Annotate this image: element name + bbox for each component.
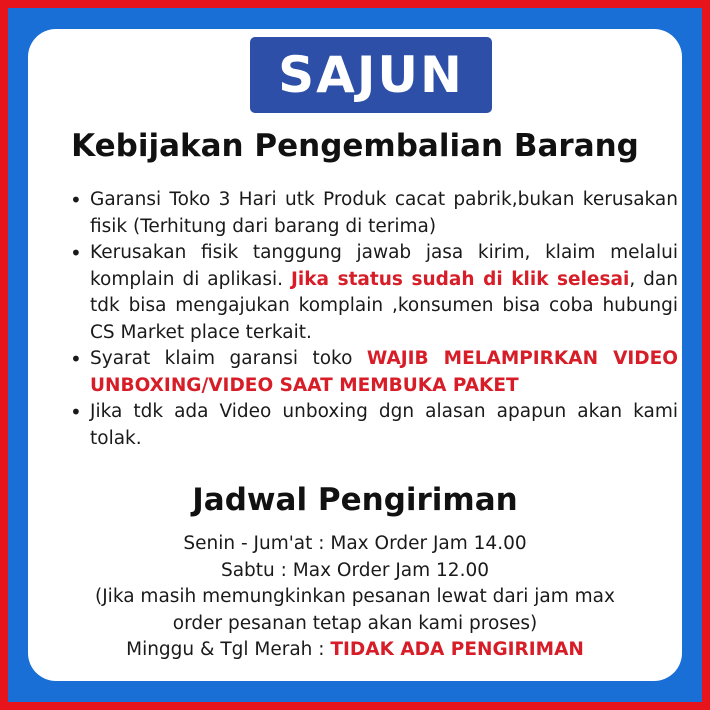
shipping-schedule-title: Jadwal Pengiriman xyxy=(192,482,518,518)
schedule-note-line-1: (Jika masih memungkinkan pesanan lewat dari jam max xyxy=(95,586,615,607)
brand-logo-text: SAJUN xyxy=(278,46,464,104)
policy-item-no-video xyxy=(90,399,678,452)
policy-item-physical-damage xyxy=(90,240,678,346)
policy-item-text: , dan tdk bisa mengajukan komplain ,konsumen bisa coba hubungi CS Market place terkait. xyxy=(90,268,678,343)
policy-item-claim-requirement xyxy=(90,346,678,399)
schedule-note-line-2: order pesanan tetap akan kami proses) xyxy=(172,612,538,634)
policy-item-text: Syarat klaim garansi toko xyxy=(90,348,367,369)
return-policy-title: Kebijakan Pengembalian Barang xyxy=(71,128,639,164)
policy-item-text: Jika tdk ada Video unboxing dgn alasan apapun akan kami tolak. xyxy=(90,401,678,449)
policy-highlight-unboxing-video: WAJIB MELAMPIRKAN VIDEO UNBOXING/VIDEO SAAT MEMBUKA PAKET xyxy=(90,348,678,396)
schedule-sunday-value: TIDAK ADA PENGIRIMAN xyxy=(330,639,584,660)
schedule-sunday-label: Minggu & Tgl Merah : xyxy=(126,639,331,660)
shipping-schedule xyxy=(48,531,662,664)
brand-logo xyxy=(250,37,492,113)
schedule-weekday: Senin - Jum'at : Max Order Jam 14.00 xyxy=(183,533,527,554)
schedule-saturday: Sabtu : Max Order Jam 12.00 xyxy=(220,559,490,581)
schedule-sunday xyxy=(48,637,662,664)
policy-item-text: Garansi Toko 3 Hari utk Produk cacat pabrik,bukan kerusakan fisik (Terhitung dari barang di terima) xyxy=(90,189,678,237)
info-card xyxy=(28,29,682,681)
policy-item-warranty xyxy=(90,187,678,240)
return-policy-list xyxy=(70,187,678,452)
policy-item-text: Kerusakan fisik tanggung jawab jasa kirim, klaim melalui komplain di aplikasi. xyxy=(90,242,678,290)
policy-highlight-status-selesai: Jika status sudah di klik selesai xyxy=(291,268,630,290)
